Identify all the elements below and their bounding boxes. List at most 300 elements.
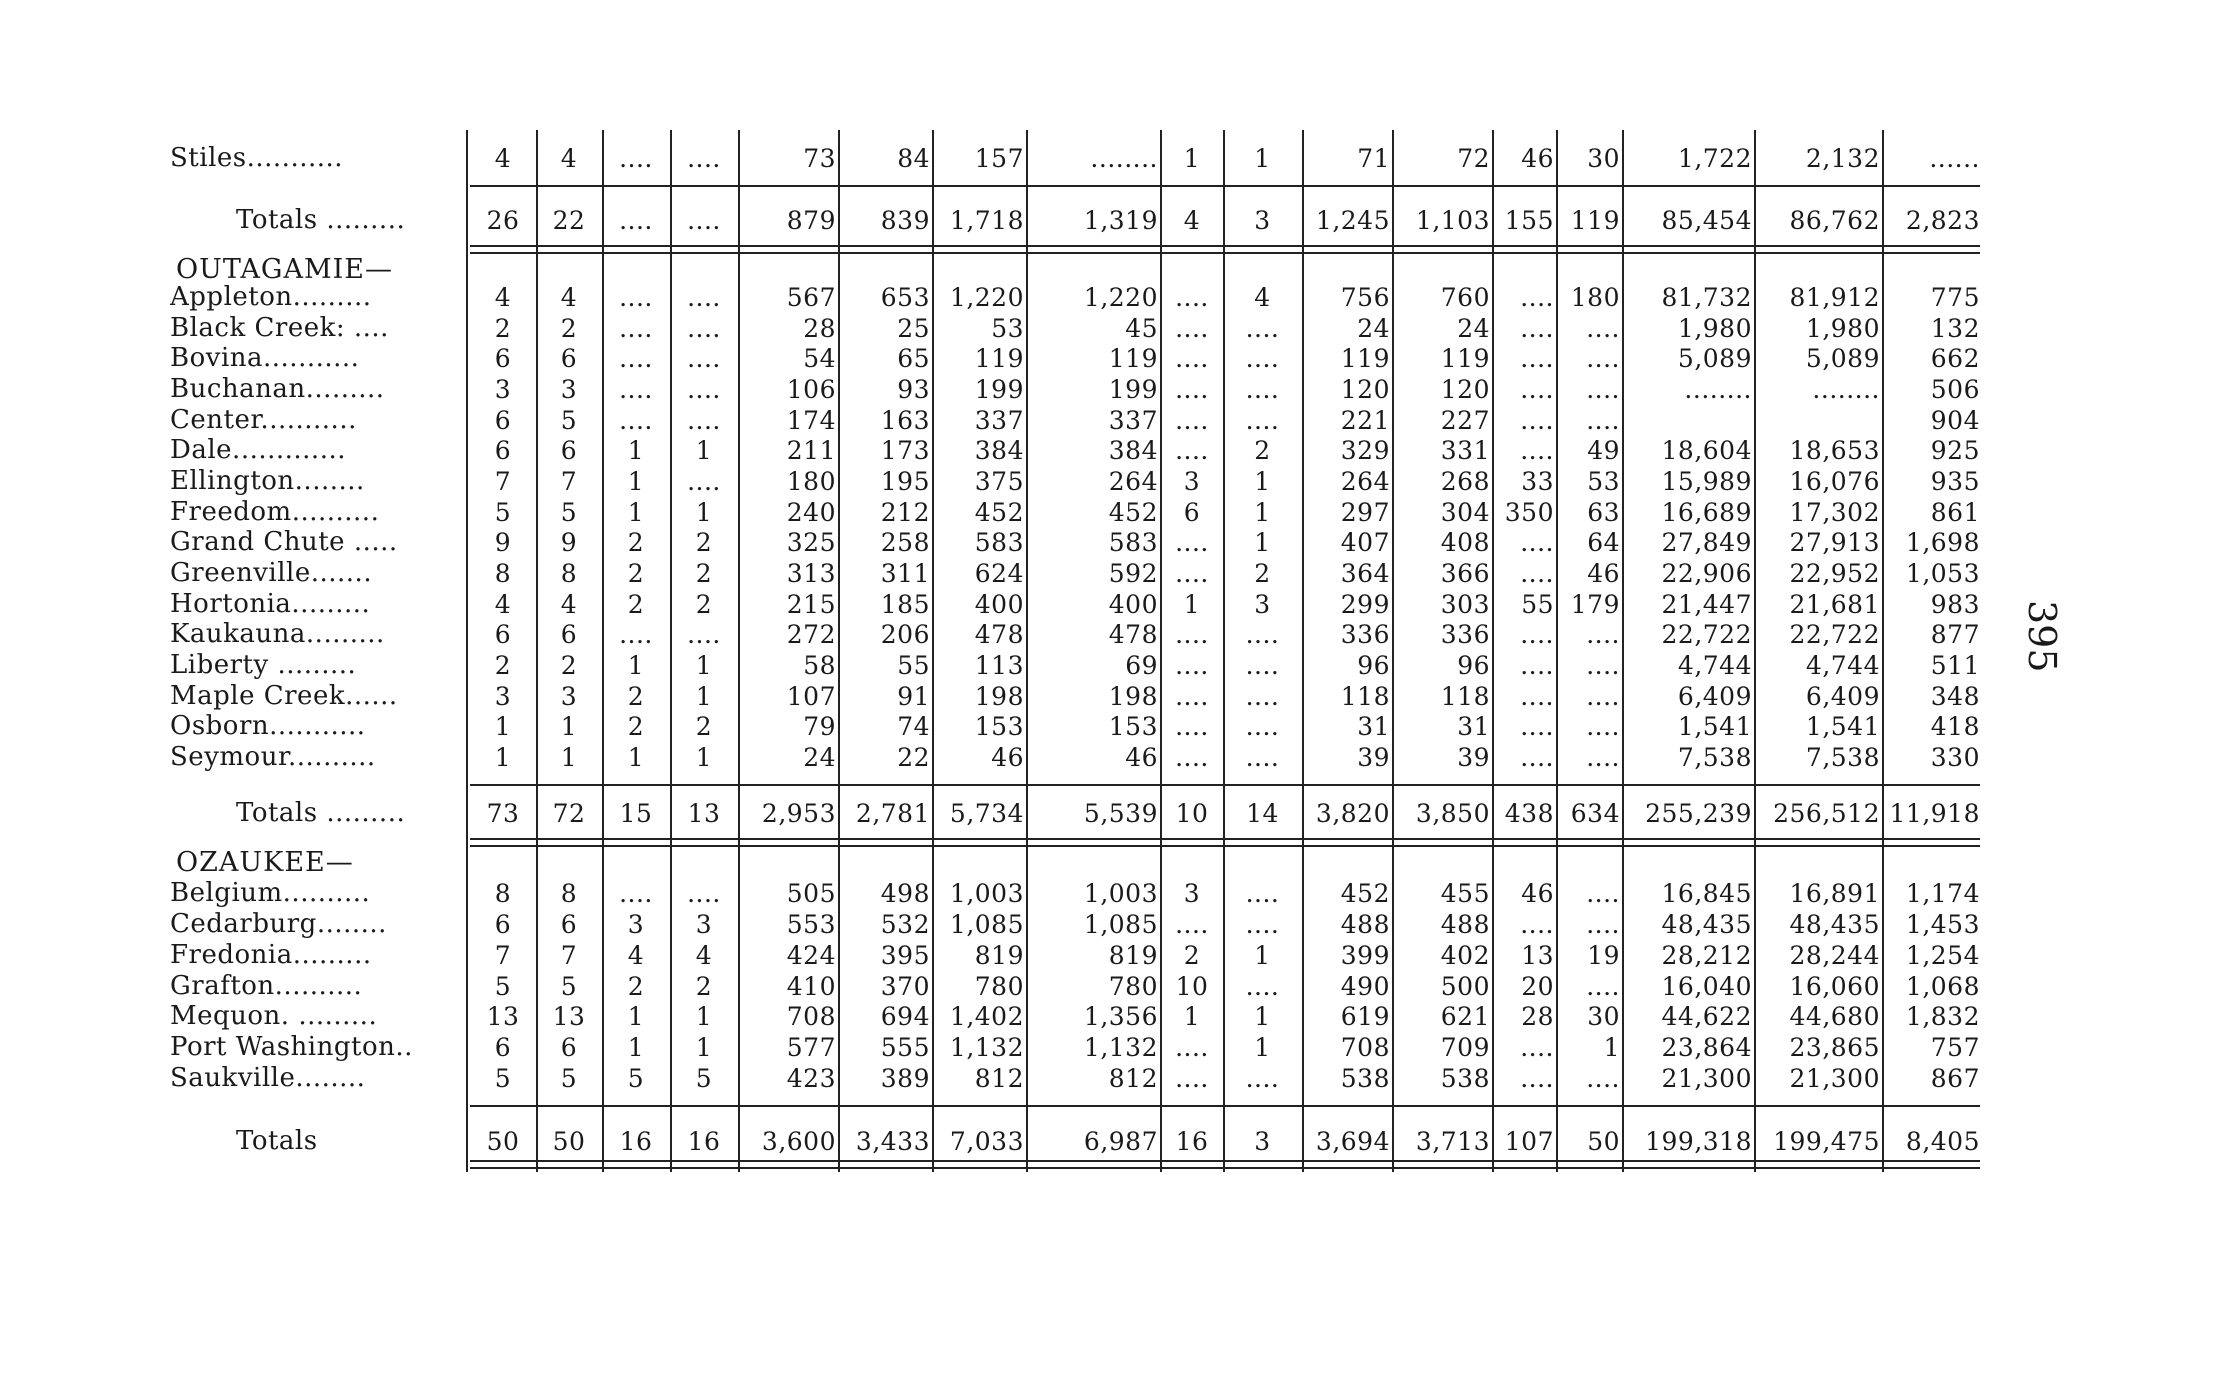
column-rule	[738, 130, 740, 1172]
table-row	[0, 282, 2222, 313]
cell-col-8: 400	[1108, 590, 1158, 619]
cell-col-7: 157	[974, 144, 1024, 173]
cell-col-2: 6	[560, 344, 578, 373]
cell-col-8: 1,319	[1083, 206, 1158, 235]
table-row	[0, 711, 2222, 742]
cell-col-17: 330	[1930, 743, 1980, 772]
cell-col-3: 2	[627, 528, 645, 557]
cell-col-9: 3	[1183, 879, 1201, 908]
cell-col-12: 118	[1440, 682, 1490, 711]
cell-col-16: 23,865	[1789, 1033, 1880, 1062]
cell-col-14: ....	[1586, 682, 1620, 711]
cell-col-9: 1	[1183, 590, 1201, 619]
cell-col-8: 1,132	[1083, 1033, 1158, 1062]
cell-col-17: ......	[1929, 144, 1980, 173]
township-name: Saukville........	[170, 1063, 366, 1093]
table-row	[0, 878, 2222, 909]
cell-col-16: 256,512	[1773, 799, 1880, 828]
cell-col-10: ....	[1245, 375, 1280, 404]
cell-col-7: 198	[974, 682, 1024, 711]
cell-col-10: ....	[1245, 651, 1280, 680]
cell-col-15: 23,864	[1661, 1033, 1752, 1062]
cell-col-13: ....	[1520, 314, 1554, 343]
cell-col-1: 9	[494, 528, 512, 557]
cell-col-5: 24	[803, 743, 836, 772]
cell-col-12: 455	[1440, 879, 1490, 908]
column-rule	[536, 130, 538, 1172]
cell-col-4: 2	[695, 590, 713, 619]
cell-col-7: 113	[974, 651, 1024, 680]
cell-col-4: 2	[695, 712, 713, 741]
cell-col-14: ....	[1586, 375, 1620, 404]
cell-col-13: ....	[1520, 283, 1554, 312]
table-row	[0, 742, 2222, 773]
cell-col-12: 96	[1457, 651, 1490, 680]
township-name: Grafton..........	[170, 971, 363, 1001]
cell-col-10: ....	[1245, 406, 1280, 435]
cell-col-15: 1,541	[1677, 712, 1752, 741]
cell-col-12: 119	[1440, 344, 1490, 373]
cell-col-1: 13	[486, 1002, 520, 1031]
cell-col-14: ....	[1586, 712, 1620, 741]
cell-col-4: ....	[687, 314, 721, 343]
cell-col-1: 7	[494, 467, 512, 496]
cell-col-11: 31	[1357, 712, 1390, 741]
cell-col-12: 538	[1440, 1064, 1490, 1093]
cell-col-14: ....	[1586, 743, 1620, 772]
cell-col-1: 4	[494, 144, 512, 173]
cell-col-16: 16,891	[1789, 879, 1880, 908]
cell-col-3: 2	[627, 712, 645, 741]
cell-col-8: 1,220	[1083, 283, 1158, 312]
cell-col-14: 19	[1587, 941, 1620, 970]
cell-col-16: 2,132	[1805, 144, 1880, 173]
cell-col-1: 26	[486, 206, 520, 235]
cell-col-15: 4,744	[1677, 651, 1752, 680]
cell-col-12: 331	[1440, 436, 1490, 465]
cell-col-9: ....	[1175, 743, 1209, 772]
cell-col-1: 50	[486, 1127, 520, 1156]
cell-col-15: 81,732	[1661, 283, 1752, 312]
table-row	[0, 1063, 2222, 1094]
cell-col-14: ....	[1586, 314, 1620, 343]
cell-col-9: 10	[1175, 972, 1209, 1001]
cell-col-15: 16,040	[1661, 972, 1752, 1001]
cell-col-11: 119	[1340, 344, 1390, 373]
cell-col-12: 760	[1440, 283, 1490, 312]
table-row	[0, 374, 2222, 405]
cell-col-4: 5	[695, 1064, 713, 1093]
cell-col-3: ....	[619, 406, 653, 435]
cell-col-15: 15,989	[1661, 467, 1752, 496]
cell-col-2: 6	[560, 910, 578, 939]
cell-col-15: 22,722	[1661, 620, 1752, 649]
column-rule	[838, 130, 840, 1172]
cell-col-6: 173	[880, 436, 930, 465]
cell-col-9: 2	[1183, 941, 1201, 970]
cell-col-12: 227	[1440, 406, 1490, 435]
cell-col-12: 402	[1440, 941, 1490, 970]
cell-col-2: 6	[560, 436, 578, 465]
cell-col-2: 7	[560, 941, 578, 970]
cell-col-3: ....	[619, 620, 653, 649]
cell-col-1: 6	[494, 620, 512, 649]
cell-col-11: 452	[1340, 879, 1390, 908]
township-name: Liberty .........	[170, 650, 357, 680]
cell-col-5: 215	[786, 590, 836, 619]
cell-col-14: 49	[1587, 436, 1620, 465]
cell-col-11: 490	[1340, 972, 1390, 1001]
cell-col-11: 3,694	[1315, 1127, 1390, 1156]
cell-col-11: 96	[1357, 651, 1390, 680]
cell-col-17: 775	[1930, 283, 1980, 312]
cell-col-6: 395	[880, 941, 930, 970]
cell-col-1: 1	[494, 712, 512, 741]
township-name: Dale.............	[170, 435, 346, 465]
cell-col-13: ....	[1520, 682, 1554, 711]
cell-col-16: 1,980	[1805, 314, 1880, 343]
cell-col-17: 1,453	[1905, 910, 1980, 939]
cell-col-14: ....	[1586, 879, 1620, 908]
cell-col-5: 54	[803, 344, 836, 373]
column-rule	[670, 130, 672, 1172]
cell-col-14: 64	[1587, 528, 1620, 557]
cell-col-8: 592	[1108, 559, 1158, 588]
cell-col-17: 1,832	[1905, 1002, 1980, 1031]
cell-col-1: 2	[494, 314, 512, 343]
cell-col-6: 195	[880, 467, 930, 496]
cell-col-14: ....	[1586, 620, 1620, 649]
cell-col-6: 84	[897, 144, 930, 173]
cell-col-16	[1756, 405, 1880, 436]
cell-col-8: 337	[1108, 406, 1158, 435]
cell-col-2: 5	[560, 406, 578, 435]
cell-col-3: 16	[619, 1127, 653, 1156]
cell-col-16: 17,302	[1789, 498, 1880, 527]
cell-col-1: 6	[494, 436, 512, 465]
table-row	[0, 143, 2222, 174]
cell-col-5: 313	[786, 559, 836, 588]
table-row	[0, 435, 2222, 466]
totals-label: Totals .........	[236, 205, 406, 235]
cell-col-16: 21,300	[1789, 1064, 1880, 1093]
cell-col-6: 311	[880, 559, 930, 588]
cell-col-5: 107	[786, 682, 836, 711]
cell-col-13: 46	[1521, 879, 1554, 908]
cell-col-10: 1	[1254, 498, 1271, 527]
cell-col-10: 1	[1254, 1033, 1271, 1062]
cell-col-8: 198	[1108, 682, 1158, 711]
cell-col-3: 1	[627, 651, 645, 680]
cell-col-4: ....	[687, 406, 721, 435]
cell-col-12: 3,850	[1415, 799, 1490, 828]
cell-col-2: 9	[560, 528, 578, 557]
cell-col-9: ....	[1175, 283, 1209, 312]
cell-col-11: 3,820	[1315, 799, 1390, 828]
cell-col-5: 211	[786, 436, 836, 465]
cell-col-9: ....	[1175, 620, 1209, 649]
cell-col-11: 619	[1340, 1002, 1390, 1031]
township-name: Ellington........	[170, 466, 365, 496]
cell-col-6: 532	[880, 910, 930, 939]
township-name: Osborn...........	[170, 711, 366, 741]
column-rule	[602, 130, 604, 1172]
cell-col-17: 867	[1930, 1064, 1980, 1093]
cell-col-14: ....	[1586, 910, 1620, 939]
cell-col-2: 5	[560, 498, 578, 527]
cell-col-13: ....	[1520, 406, 1554, 435]
cell-col-3: 2	[627, 590, 645, 619]
cell-col-11: 756	[1340, 283, 1390, 312]
cell-col-13: 107	[1504, 1127, 1554, 1156]
table-row	[0, 405, 2222, 436]
cell-col-2: 8	[560, 559, 578, 588]
cell-col-15: 1,980	[1677, 314, 1752, 343]
cell-col-8: 264	[1108, 467, 1158, 496]
table-row	[0, 940, 2222, 971]
cell-col-13: ....	[1520, 528, 1554, 557]
cell-col-7: 46	[991, 743, 1024, 772]
cell-col-14: 1	[1603, 1033, 1620, 1062]
cell-col-3: 1	[627, 436, 645, 465]
cell-col-14: ....	[1586, 1064, 1620, 1093]
totals-label: Totals	[236, 1126, 318, 1156]
cell-col-3: 1	[627, 1033, 645, 1062]
cell-col-6: 2,781	[855, 799, 930, 828]
table-row	[0, 619, 2222, 650]
table-row	[0, 650, 2222, 681]
cell-col-15: 18,604	[1661, 436, 1752, 465]
cell-col-17: 348	[1930, 682, 1980, 711]
cell-col-5: 708	[786, 1002, 836, 1031]
cell-col-5: 180	[786, 467, 836, 496]
cell-col-5: 325	[786, 528, 836, 557]
cell-col-12: 408	[1440, 528, 1490, 557]
cell-col-2: 2	[560, 314, 578, 343]
cell-col-10: 2	[1254, 436, 1271, 465]
cell-col-2: 5	[560, 1064, 578, 1093]
cell-col-8: ........	[1090, 144, 1158, 173]
cell-col-4: 2	[695, 528, 713, 557]
cell-col-10: ....	[1245, 1064, 1280, 1093]
cell-col-15: 85,454	[1661, 206, 1752, 235]
cell-col-14: 50	[1587, 1127, 1620, 1156]
column-rule	[1622, 130, 1624, 1172]
cell-col-2: 1	[560, 712, 578, 741]
cell-col-5: 410	[786, 972, 836, 1001]
cell-col-4: ....	[687, 620, 721, 649]
cell-col-4: 1	[695, 1033, 713, 1062]
cell-col-10: ....	[1245, 620, 1280, 649]
cell-col-7: 375	[974, 467, 1024, 496]
cell-col-12: 709	[1440, 1033, 1490, 1062]
cell-col-17: 1,254	[1905, 941, 1980, 970]
cell-col-8: 46	[1125, 743, 1158, 772]
township-name: Appleton.........	[170, 282, 372, 312]
cell-col-11: 221	[1340, 406, 1390, 435]
cell-col-1: 8	[494, 879, 512, 908]
cell-col-9: 16	[1175, 1127, 1209, 1156]
column-rule	[1392, 130, 1394, 1172]
cell-col-5: 272	[786, 620, 836, 649]
cell-col-1: 7	[494, 941, 512, 970]
cell-col-16: 1,541	[1805, 712, 1880, 741]
cell-col-7: 153	[974, 712, 1024, 741]
cell-col-10: 3	[1254, 1127, 1271, 1156]
cell-col-7: 337	[974, 406, 1024, 435]
cell-col-1: 6	[494, 1033, 512, 1062]
cell-col-17: 1,698	[1905, 528, 1980, 557]
cell-col-2: 2	[560, 651, 578, 680]
cell-col-8: 199	[1108, 375, 1158, 404]
cell-col-11: 407	[1340, 528, 1390, 557]
cell-col-8: 1,085	[1083, 910, 1158, 939]
cell-col-15: 21,300	[1661, 1064, 1752, 1093]
cell-col-15: ........	[1684, 375, 1752, 404]
cell-col-11: 708	[1340, 1033, 1390, 1062]
county-header-row	[0, 847, 2222, 878]
cell-col-10: 1	[1254, 1002, 1271, 1031]
cell-col-12: 3,713	[1415, 1127, 1490, 1156]
cell-col-2: 13	[552, 1002, 586, 1031]
cell-col-10: ....	[1245, 314, 1280, 343]
cell-col-16: 86,762	[1789, 206, 1880, 235]
cell-col-10: ....	[1245, 712, 1280, 741]
column-rule	[1223, 130, 1225, 1172]
cell-col-6: 55	[897, 651, 930, 680]
table-row	[0, 971, 2222, 1002]
cell-col-16: 4,744	[1805, 651, 1880, 680]
cell-col-15	[1624, 405, 1752, 436]
cell-col-3: ....	[619, 144, 653, 173]
cell-col-12: 31	[1457, 712, 1490, 741]
cell-col-9: 4	[1183, 206, 1201, 235]
cell-col-4: 1	[695, 651, 713, 680]
table-row	[0, 313, 2222, 344]
cell-col-6: 163	[880, 406, 930, 435]
cell-col-9: 3	[1183, 467, 1201, 496]
cell-col-17: 935	[1930, 467, 1980, 496]
cell-col-6: 694	[880, 1002, 930, 1031]
cell-col-4: 4	[695, 941, 713, 970]
township-name: Center...........	[170, 405, 357, 435]
cell-col-3: 2	[627, 972, 645, 1001]
township-name: Port Washington..	[170, 1032, 413, 1062]
cell-col-5: 240	[786, 498, 836, 527]
cell-col-12: 39	[1457, 743, 1490, 772]
cell-col-1: 5	[494, 1064, 512, 1093]
cell-col-3: ....	[619, 879, 653, 908]
township-name: Cedarburg........	[170, 909, 387, 939]
cell-col-7: 1,220	[949, 283, 1024, 312]
cell-col-4: ....	[687, 879, 721, 908]
cell-col-2: 1	[560, 743, 578, 772]
cell-col-17: 1,068	[1905, 972, 1980, 1001]
cell-col-12: 336	[1440, 620, 1490, 649]
cell-col-16: 28,244	[1789, 941, 1880, 970]
cell-col-12: 268	[1440, 467, 1490, 496]
cell-col-9: 6	[1183, 498, 1201, 527]
township-name: Seymour..........	[170, 742, 376, 772]
cell-col-15: 16,845	[1661, 879, 1752, 908]
cell-col-8: 45	[1125, 314, 1158, 343]
cell-col-2: 6	[560, 620, 578, 649]
cell-col-12: 1,103	[1415, 206, 1490, 235]
cell-col-2: 5	[560, 972, 578, 1001]
cell-col-6: 22	[897, 743, 930, 772]
township-name: Fredonia.........	[170, 940, 372, 970]
table-row	[0, 681, 2222, 712]
cell-col-5: 28	[803, 314, 836, 343]
cell-col-14: ....	[1586, 406, 1620, 435]
county-header: OZAUKEE—	[176, 847, 354, 878]
cell-col-9: ....	[1175, 436, 1209, 465]
cell-col-16: 27,913	[1789, 528, 1880, 557]
cell-col-12: 304	[1440, 498, 1490, 527]
cell-col-3: ....	[619, 206, 653, 235]
cell-col-7: 119	[974, 344, 1024, 373]
cell-col-6: 653	[880, 283, 930, 312]
cell-col-15: 7,538	[1677, 743, 1752, 772]
cell-col-5: 879	[786, 206, 836, 235]
cell-col-13: ....	[1520, 1064, 1554, 1093]
cell-col-13: ....	[1520, 559, 1554, 588]
cell-col-2: 3	[560, 682, 578, 711]
cell-col-6: 3,433	[855, 1127, 930, 1156]
cell-col-1: 6	[494, 344, 512, 373]
cell-col-7: 400	[974, 590, 1024, 619]
cell-col-10: 2	[1254, 559, 1271, 588]
township-name: Black Creek: ....	[170, 313, 389, 343]
cell-col-4: ....	[687, 467, 721, 496]
cell-col-10: 1	[1254, 528, 1271, 557]
cell-col-8: 384	[1108, 436, 1158, 465]
cell-col-7: 384	[974, 436, 1024, 465]
cell-col-3: ....	[619, 283, 653, 312]
cell-col-17: 662	[1930, 344, 1980, 373]
cell-col-10: ....	[1245, 879, 1280, 908]
cell-col-16: 22,952	[1789, 559, 1880, 588]
cell-col-1: 3	[494, 375, 512, 404]
cell-col-17: 861	[1930, 498, 1980, 527]
cell-col-16: 7,538	[1805, 743, 1880, 772]
cell-col-17: 983	[1930, 590, 1980, 619]
cell-col-14: ....	[1586, 651, 1620, 680]
cell-col-8: 5,539	[1083, 799, 1158, 828]
cell-col-4: 16	[687, 1127, 721, 1156]
cell-col-5: 174	[786, 406, 836, 435]
cell-col-1: 5	[494, 498, 512, 527]
cell-col-16: 81,912	[1789, 283, 1880, 312]
cell-col-7: 478	[974, 620, 1024, 649]
cell-col-17: 877	[1930, 620, 1980, 649]
cell-col-12: 24	[1457, 314, 1490, 343]
cell-col-8: 583	[1108, 528, 1158, 557]
cell-col-16: 48,435	[1789, 910, 1880, 939]
cell-col-1: 5	[494, 972, 512, 1001]
cell-col-2: 6	[560, 1033, 578, 1062]
cell-col-7: 1,132	[949, 1033, 1024, 1062]
cell-col-1: 4	[494, 283, 512, 312]
column-rule	[932, 130, 934, 1172]
cell-col-13: ....	[1520, 1033, 1554, 1062]
cell-col-15: 21,447	[1661, 590, 1752, 619]
cell-col-5: 423	[786, 1064, 836, 1093]
cell-col-6: 65	[897, 344, 930, 373]
table-row	[0, 558, 2222, 589]
cell-col-3: 1	[627, 743, 645, 772]
cell-col-3: ....	[619, 375, 653, 404]
